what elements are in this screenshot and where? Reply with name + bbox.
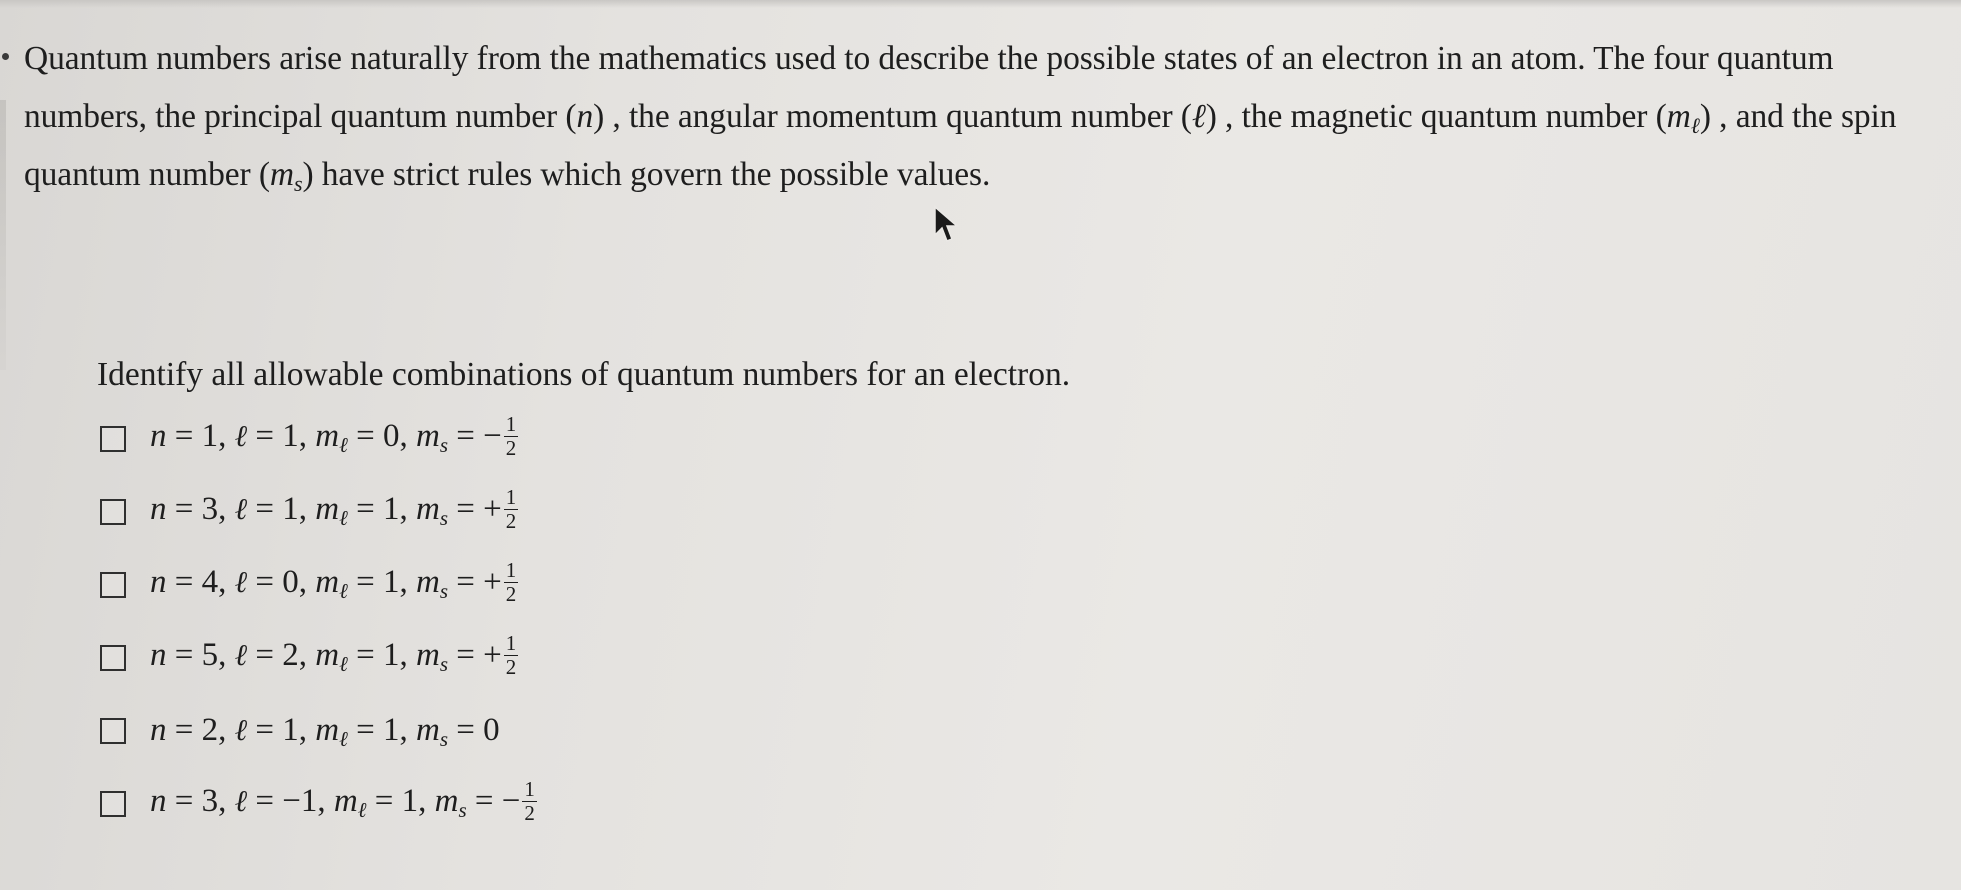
answer-options-list: [100, 402, 537, 840]
n-value: 5: [201, 637, 219, 674]
intro-text-3: ) , the magnetic quantum number (: [1205, 98, 1667, 135]
ms-denominator: 2: [524, 801, 535, 825]
symbol-ml-sub: ℓ: [339, 506, 348, 531]
answer-option-5[interactable]: [100, 694, 537, 767]
intro-text-4: ) , and the spin quantum number (: [24, 98, 1897, 193]
symbol-ml: m: [315, 637, 340, 674]
ms-fraction: [504, 633, 519, 678]
ms-value: 0: [483, 712, 500, 748]
answer-option-2[interactable]: [100, 475, 537, 548]
symbol-ms-sub: s: [439, 433, 448, 458]
ms-denominator: 2: [505, 582, 517, 606]
n-value: 3: [201, 783, 219, 820]
l-value: 1: [282, 491, 299, 528]
answer-option-6[interactable]: [100, 767, 537, 840]
ml-value: 1: [401, 783, 419, 820]
ms-denominator: 2: [505, 655, 517, 679]
ml-value: 1: [382, 637, 400, 674]
symbol-n: n: [150, 491, 167, 528]
symbol-l: ℓ: [1191, 98, 1206, 135]
ml-value: 0: [382, 418, 400, 455]
l-value: 0: [282, 564, 299, 601]
symbol-ml-sub: ℓ: [339, 579, 348, 604]
symbol-ms-sub: s: [458, 798, 467, 823]
top-edge-shadow: [0, 0, 1961, 8]
symbol-n: n: [150, 783, 167, 820]
option-expression: n = 4, ℓ = 0, $m_\ell = 1$, $m_s$ = + $\frac{1}{2}$: [150, 558, 517, 606]
ms-numerator: 1: [505, 631, 517, 655]
symbol-ml: m: [333, 783, 358, 820]
n-value: 2: [201, 712, 219, 748]
ml-value: 1: [382, 712, 400, 748]
symbol-ml: m: [315, 491, 340, 528]
n-value: 1: [201, 418, 219, 455]
ms-numerator: 1: [505, 558, 517, 582]
symbol-l: ℓ: [234, 492, 248, 528]
symbol-ms: m: [415, 637, 440, 674]
intro-text-2: ) , the angular momentum quantum number (: [593, 98, 1192, 135]
symbol-ml-sub: ℓ: [339, 433, 348, 458]
answer-option-4[interactable]: [100, 621, 537, 694]
answer-option-1[interactable]: [100, 402, 537, 475]
symbol-ms: m: [415, 564, 440, 601]
l-value: 2: [282, 637, 299, 674]
ms-numerator: 1: [505, 412, 517, 436]
ms-fraction: [504, 560, 519, 605]
symbol-ms: m: [415, 418, 440, 455]
checkbox-unchecked-icon[interactable]: [100, 718, 126, 744]
symbol-n: n: [150, 564, 167, 601]
symbol-l: ℓ: [234, 638, 248, 674]
n-value: 4: [201, 564, 219, 601]
answer-option-3[interactable]: [100, 548, 537, 621]
symbol-ml-sub: ℓ: [339, 727, 348, 751]
sidebar-strip: [0, 100, 6, 370]
ml-value: 1: [382, 491, 400, 528]
n-value: 3: [201, 491, 219, 528]
symbol-ms: m: [415, 491, 440, 528]
l-value: 1: [282, 712, 299, 748]
symbol-n: n: [576, 98, 594, 135]
symbol-ms-sub: s: [439, 579, 448, 604]
checkbox-unchecked-icon[interactable]: [100, 572, 126, 598]
symbol-ms-sub: s: [439, 506, 448, 531]
ms-numerator: 1: [524, 777, 535, 801]
ms-fraction: [504, 487, 519, 532]
symbol-ms: m: [434, 783, 459, 820]
symbol-ml-sub: ℓ: [357, 798, 367, 823]
ms-sign: −: [483, 418, 502, 455]
ms-fraction: [522, 779, 537, 824]
option-expression: n = 3, ℓ = 1, $m_\ell = 1$, $m_s$ = + $\frac{1}{2}$: [150, 485, 517, 533]
ms-sign: +: [483, 637, 502, 674]
symbol-n: n: [150, 418, 167, 455]
symbol-ms: m: [269, 156, 294, 193]
symbol-l: ℓ: [234, 565, 248, 601]
bullet-icon: [2, 53, 9, 60]
symbol-ml-sub: ℓ: [339, 652, 348, 677]
checkbox-unchecked-icon[interactable]: [100, 791, 126, 817]
symbol-ms-sub: s: [439, 652, 448, 677]
ms-sign: −: [501, 783, 521, 820]
symbol-l: ℓ: [234, 784, 248, 820]
symbol-ml: m: [315, 418, 340, 455]
symbol-l: ℓ: [234, 419, 248, 455]
left-sidebar-edge: [0, 40, 14, 360]
symbol-ml: m: [315, 712, 340, 748]
ms-sign: +: [483, 491, 502, 528]
symbol-ms-sub: s: [293, 171, 303, 196]
ms-denominator: 2: [505, 509, 517, 533]
ml-value: 1: [382, 564, 400, 601]
intro-paragraph: [24, 30, 1949, 204]
intro-text-1: Quantum numbers arise naturally from the mathematics used to describe the possible states of an electron in an atom. The four quantum numbers, the principal quantum number (: [24, 40, 1834, 135]
checkbox-unchecked-icon[interactable]: [100, 426, 126, 452]
symbol-ml: m: [315, 564, 340, 601]
symbol-n: n: [150, 712, 167, 748]
mouse-pointer-icon: [933, 205, 967, 245]
ms-sign: +: [483, 564, 502, 601]
l-value: 1: [282, 418, 299, 455]
question-prompt: Identify all allowable combinations of quantum numbers for an electron.: [97, 356, 1071, 393]
symbol-n: n: [150, 637, 167, 674]
symbol-ml-sub: ℓ: [1690, 113, 1700, 138]
option-expression: n = 2, ℓ = 1, $m_\ell = 1$, $m_s = 0$: [150, 712, 500, 751]
option-expression: n = 5, ℓ = 2, $m_\ell = 1$, $m_s$ = + $\frac{1}{2}$: [150, 631, 517, 679]
option-expression: n = 1, ℓ = 1, $m_\ell = 0$, $m_s$ = − $\frac{1}{2}$: [150, 412, 517, 460]
checkbox-unchecked-icon[interactable]: [100, 645, 126, 671]
ms-denominator: 2: [505, 436, 517, 460]
symbol-ml: m: [1666, 98, 1691, 135]
checkbox-unchecked-icon[interactable]: [100, 499, 126, 525]
symbol-l: ℓ: [234, 713, 248, 748]
symbol-ms-sub: s: [439, 727, 448, 751]
l-value: −1: [282, 783, 318, 820]
ms-numerator: 1: [505, 485, 517, 509]
option-expression: n = 3, ℓ = −1, $m_\ell = 1$, $m_s$ = − $\frac{1}{2}$: [150, 777, 535, 825]
intro-text-5: ) have strict rules which govern the possible values.: [302, 156, 991, 193]
ms-fraction: [504, 414, 519, 459]
symbol-ms: m: [415, 712, 440, 748]
